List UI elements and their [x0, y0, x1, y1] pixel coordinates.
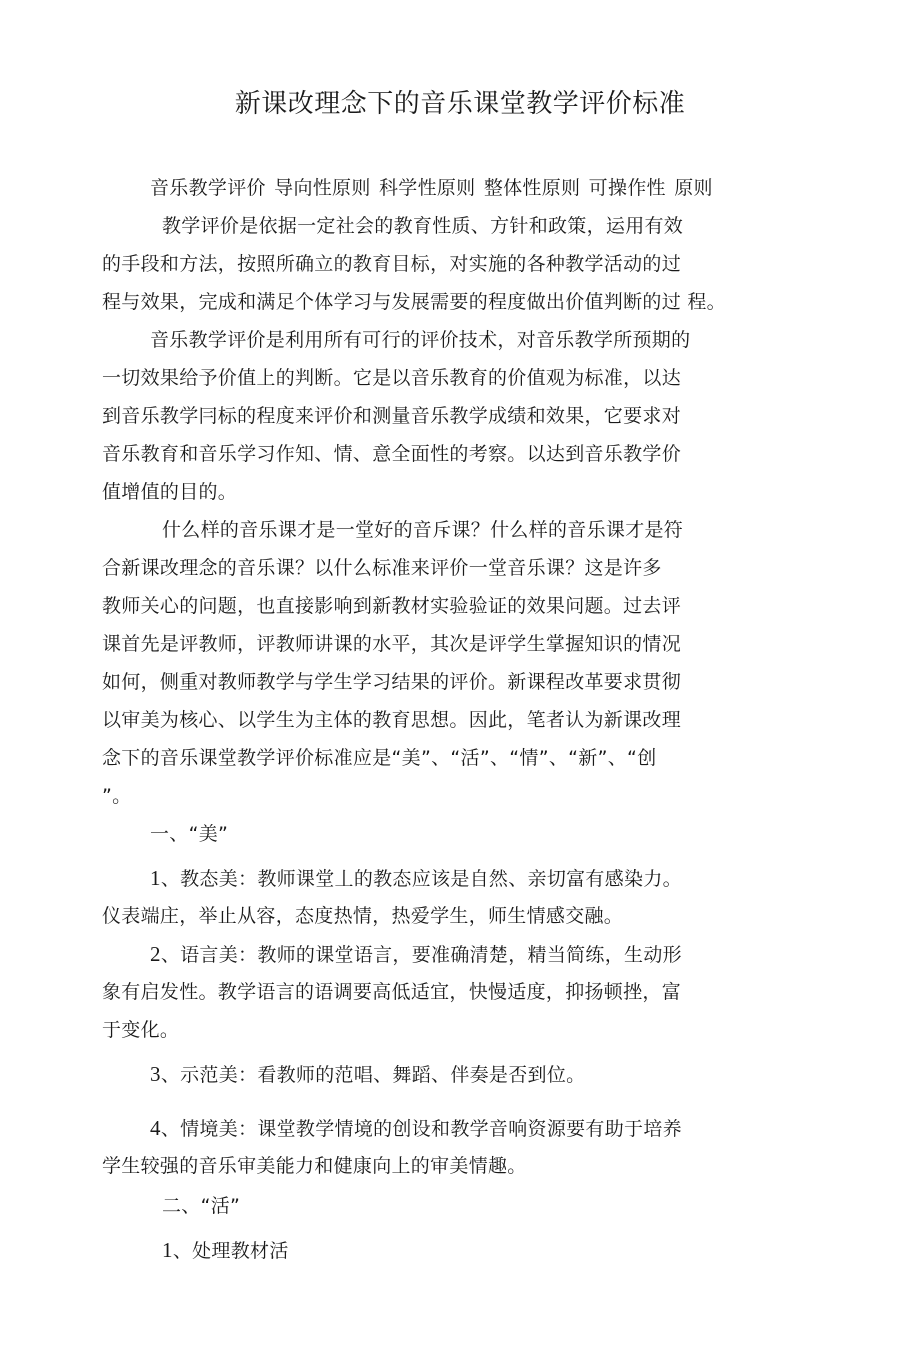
list-item-text: 、语言美：教师的课堂语言，要准确清楚，精当简练，生动形 [160, 944, 682, 966]
paragraph-line: 象有启发性。教学语言的语调要高低适宜，快慢适度，抑扬顿挫，富 [102, 981, 682, 1003]
paragraph-line: ”。 [102, 785, 132, 807]
list-number: 1 [150, 866, 161, 890]
list-number: 4 [150, 1116, 161, 1140]
paragraph-line: 念下的音乐课堂教学评价标准应是“美”、“活”、“情”、“新”、“创 [102, 747, 657, 769]
paragraph-line: 什么样的音乐课才是一堂好的音斥课？什么样的音乐课才是符 [162, 519, 684, 541]
paragraph-line: 教学评价是依据一定社会的教育性质、方针和政策，运用有效 [162, 215, 684, 237]
paragraph-line: 一切效果给予价值上的判断。它是以音乐教育的价值观为标准，以达 [102, 367, 682, 389]
paragraph-line: 的手段和方法，按照所确立的教育目标，对实施的各种教学活动的过 [102, 253, 682, 275]
document-title: 新课改理念下的音乐课堂教学评价标准 [234, 89, 686, 119]
list-item-text: 、示范美：看教师的范唱、舞蹈、伴奏是否到位。 [160, 1064, 586, 1086]
paragraph-line: 以审美为核心、以学生为主体的教育思想。因此，笔者认为新课改理 [102, 709, 682, 731]
section-heading: 二、“活” [162, 1195, 241, 1217]
list-item-text: 、教态美：教师课堂丄的教态应该是自然、亲切富有感染力。 [160, 868, 682, 890]
list-item [150, 940, 682, 969]
paragraph-line: 于变化。 [102, 1019, 180, 1041]
list-item [162, 1236, 289, 1265]
paragraph-line: 到音乐教学冃标的程度来评价和测量音乐教学成绩和效果，它要求对 [102, 405, 682, 427]
list-item-text: 、情境美：课堂教学情境的创设和教学音响资源要有助于培养 [160, 1118, 682, 1140]
list-item [150, 1060, 585, 1089]
paragraph-line: 值增值的目的。 [102, 481, 238, 503]
paragraph-line: 如何，侧重对教师教学与学生学习结果的评价。新课程改革要求贯彻 [102, 671, 682, 693]
keywords-line: 音乐教学评价 导向性原则 科学性原则 整体性原则 可操作性 原则 [150, 177, 713, 199]
list-number: 2 [150, 942, 161, 966]
paragraph-line: 学生较强的音乐审美能力和健康向上的审美情趣。 [102, 1155, 527, 1177]
section-heading: 一、“美” [150, 823, 229, 845]
list-number: 1 [162, 1238, 173, 1262]
list-item [150, 1114, 682, 1143]
paragraph-line: 课首先是评教师，评教师讲课的水平，其次是评学生掌握知识的情况 [102, 633, 682, 655]
list-number: 3 [150, 1062, 161, 1086]
paragraph-line: 音乐教学评价是利用所有可行的评价技术，对音乐教学所预期的 [150, 329, 691, 351]
list-item [150, 864, 682, 893]
paragraph-line: 教师关心的问题，也直接影响到新教材实验验证的效果问题。过去评 [102, 595, 682, 617]
paragraph-line: 程与效果，完成和满足个体学习与发展需要的程度做出价值判断的过 程。 [102, 291, 726, 313]
paragraph-line: 仪表端庄，举止从容，态度热情，热爱学生，师生情感交融。 [102, 905, 624, 927]
paragraph-line: 音乐教育和音乐学习作知、情、意全面性的考察。以达到音乐教学价 [102, 443, 682, 465]
list-item-text: 、处理教材活 [172, 1240, 289, 1262]
paragraph-line: 合新课改理念的音乐课？以什么标准来评价一堂音乐课？这是许多 [102, 557, 662, 579]
